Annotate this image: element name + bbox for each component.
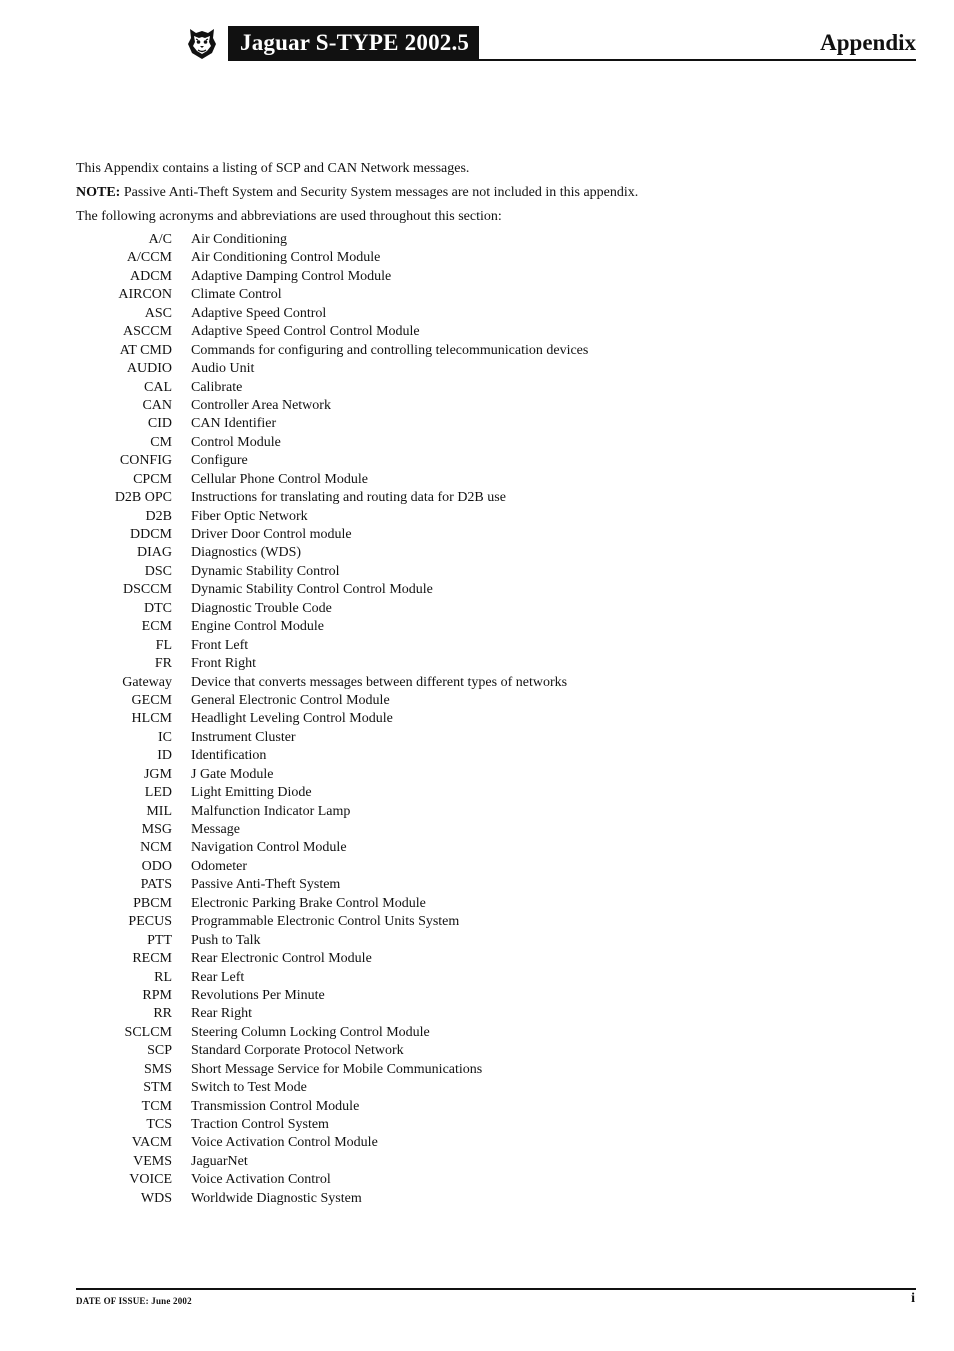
acronym-abbreviation: TCS: [146, 1117, 172, 1132]
acronym-abbreviation: ADCM: [129, 268, 172, 284]
acronym-definition: Calibrate: [191, 379, 243, 395]
acronym-abbreviation: MSG: [141, 822, 172, 837]
acronym-abbreviation: SMS: [143, 1061, 172, 1077]
acronym-definition: Air Conditioning: [191, 232, 288, 247]
acronym-abbreviation: ASC: [144, 305, 172, 321]
acronym-definition: Passive Anti-Theft System: [191, 877, 341, 893]
acronym-abbreviation: ASCCM: [122, 324, 172, 340]
acronym-definition: Device that converts messages between different types of networks: [191, 674, 568, 690]
page-number: i: [911, 1291, 915, 1306]
acronym-definition: CAN Identifier: [191, 416, 277, 432]
acronym-definition: Push to Talk: [191, 932, 261, 948]
acronym-abbreviation: PTT: [147, 932, 172, 948]
acronym-abbreviation: CPCM: [133, 471, 172, 487]
acronym-abbreviation: MIL: [146, 803, 172, 819]
acronym-abbreviation: STM: [143, 1080, 172, 1096]
acronym-abbreviation: RPM: [142, 987, 172, 1003]
intro-text: [76, 157, 638, 229]
acronym-abbreviation: D2B OPC: [114, 490, 172, 506]
note-label: NOTE:: [76, 185, 121, 200]
acronym-definition: Driver Door Control module: [191, 527, 352, 542]
acronym-abbreviation: SCP: [147, 1043, 172, 1059]
acronym-abbreviation: A/CCM: [126, 250, 172, 266]
acronym-abbreviation: CM: [150, 434, 172, 450]
acronym-abbreviation: DTC: [144, 600, 172, 616]
acronym-abbreviation: D2B: [145, 508, 172, 524]
acronym-definition: Steering Column Locking Control Module: [191, 1024, 430, 1040]
acronym-definition: Commands for configuring and controlling telecommunication devices: [191, 342, 589, 358]
acronym-abbreviation: FL: [155, 637, 172, 653]
acronym-definition: Audio Unit: [191, 361, 255, 377]
note-text: Passive Anti-Theft System and Security System messages are not included in this appendix.: [120, 185, 639, 200]
acronym-abbreviation: ODO: [141, 858, 172, 874]
acronym-definition: Configure: [191, 453, 248, 469]
acronym-abbreviation: VOICE: [129, 1172, 172, 1188]
acronym-definition: Switch to Test Mode: [191, 1080, 307, 1096]
acronym-definition: Air Conditioning Control Module: [191, 250, 381, 266]
acronym-definition: Front Left: [191, 637, 249, 653]
acronym-definition: Message: [191, 822, 240, 837]
acronym-definition: Traction Control System: [191, 1117, 329, 1132]
acronym-definition: General Electronic Control Module: [191, 692, 390, 708]
acronym-definition: Controller Area Network: [191, 397, 331, 413]
acronym-abbreviation: PECUS: [128, 914, 172, 930]
acronym-abbreviation: PBCM: [133, 895, 172, 911]
acronym-definition: Front Right: [191, 656, 256, 672]
header-divider: [228, 59, 916, 61]
acronym-definition: Adaptive Speed Control Control Module: [191, 324, 420, 340]
acronym-definition: Worldwide Diagnostic System: [191, 1190, 362, 1206]
acronym-abbreviation: DSCCM: [122, 582, 172, 598]
acronym-abbreviation: SCLCM: [124, 1024, 172, 1040]
section-title: Appendix: [820, 30, 916, 55]
acronym-definition: Transmission Control Module: [191, 1098, 360, 1114]
page-header: [186, 24, 916, 62]
note-line: [76, 181, 638, 205]
acronym-definition: Malfunction Indicator Lamp: [191, 803, 351, 819]
acronym-abbreviation: GECM: [131, 692, 172, 708]
acronym-definition: Programmable Electronic Control Units System: [191, 914, 460, 930]
acronym-definition: Instrument Cluster: [191, 729, 296, 745]
acronym-abbreviation: A/C: [148, 232, 172, 247]
acronym-definition: Diagnostics (WDS): [191, 545, 302, 561]
acronym-definition: Rear Electronic Control Module: [191, 951, 372, 967]
acronym-definition: Voice Activation Control: [191, 1172, 331, 1188]
acronym-definition: Standard Corporate Protocol Network: [191, 1043, 404, 1059]
acronym-definition: Identification: [191, 748, 267, 764]
acronym-definition: Adaptive Speed Control: [191, 305, 327, 321]
acronym-abbreviation: FR: [154, 656, 172, 672]
footer-divider: [76, 1288, 916, 1290]
acronym-definition: Adaptive Damping Control Module: [191, 268, 392, 284]
acronym-abbreviation: ID: [157, 748, 172, 764]
acronym-abbreviation: LED: [144, 785, 172, 801]
acronym-definition: Rear Right: [191, 1006, 253, 1022]
acronym-definition: Electronic Parking Brake Control Module: [191, 895, 426, 911]
acronym-definition: Rear Left: [191, 969, 245, 985]
acronym-definition: Navigation Control Module: [191, 840, 347, 856]
acronym-abbreviation: TCM: [141, 1098, 172, 1114]
acronym-abbreviation: HLCM: [131, 711, 172, 727]
acronym-definition: Cellular Phone Control Module: [191, 471, 368, 487]
acronym-abbreviation: CONFIG: [119, 453, 172, 469]
acronym-abbreviation: Gateway: [122, 674, 172, 690]
acronym-abbreviation: IC: [158, 729, 172, 745]
acronym-definition: Voice Activation Control Module: [191, 1135, 378, 1151]
acronym-abbreviation: WDS: [140, 1190, 172, 1206]
acronym-definition: Dynamic Stability Control Control Module: [191, 582, 433, 598]
acronym-definition: Climate Control: [191, 287, 282, 303]
acronym-abbreviation: DSC: [144, 563, 172, 579]
acronym-abbreviation: DDCM: [129, 527, 172, 542]
acronym-definition: Short Message Service for Mobile Communications: [191, 1061, 483, 1077]
acronym-abbreviation: AT CMD: [119, 342, 172, 358]
acronym-definition: Odometer: [191, 858, 247, 874]
intro-line: This Appendix contains a listing of SCP and CAN Network messages.: [76, 161, 470, 176]
acronym-abbreviation: AIRCON: [118, 287, 172, 303]
jaguar-head-emblem-icon: [186, 26, 218, 60]
document-title: Jaguar S-TYPE 2002.5: [228, 26, 479, 59]
acronym-abbreviation: CAN: [142, 397, 172, 413]
acronym-abbreviation: DIAG: [137, 545, 172, 561]
acronym-definition: Fiber Optic Network: [191, 508, 308, 524]
acronym-abbreviation: CAL: [144, 379, 172, 395]
acronym-definition: JaguarNet: [191, 1153, 248, 1169]
acronym-definition: Control Module: [191, 434, 281, 450]
acronym-abbreviation: CID: [147, 416, 172, 432]
acronym-definition: Engine Control Module: [191, 619, 324, 635]
date-of-issue: DATE OF ISSUE: June 2002: [76, 1296, 192, 1306]
acronym-definition: Dynamic Stability Control: [191, 563, 340, 579]
acronym-abbreviation: NCM: [140, 840, 172, 856]
acronym-abbreviation: ECM: [141, 619, 172, 635]
acronym-definition: Revolutions Per Minute: [191, 987, 325, 1003]
acronym-abbreviation: PATS: [140, 877, 172, 893]
acronym-abbreviation: VACM: [131, 1135, 172, 1151]
acronym-definition: Light Emitting Diode: [191, 785, 312, 801]
acronym-abbreviation: RL: [154, 969, 172, 985]
acronym-definition: Instructions for translating and routing data for D2B use: [191, 490, 506, 506]
acronym-definition: Headlight Leveling Control Module: [191, 711, 393, 727]
acronym-definition: Diagnostic Trouble Code: [191, 600, 332, 616]
acronym-definition: J Gate Module: [191, 766, 274, 782]
acronym-intro-line: The following acronyms and abbreviations are used throughout this section:: [76, 209, 502, 224]
acronym-abbreviation: VEMS: [133, 1153, 172, 1169]
acronym-abbreviation: AUDIO: [126, 361, 172, 377]
acronym-abbreviation: RECM: [132, 951, 172, 967]
acronym-abbreviation: JGM: [143, 766, 172, 782]
acronym-abbreviation: RR: [153, 1006, 172, 1022]
